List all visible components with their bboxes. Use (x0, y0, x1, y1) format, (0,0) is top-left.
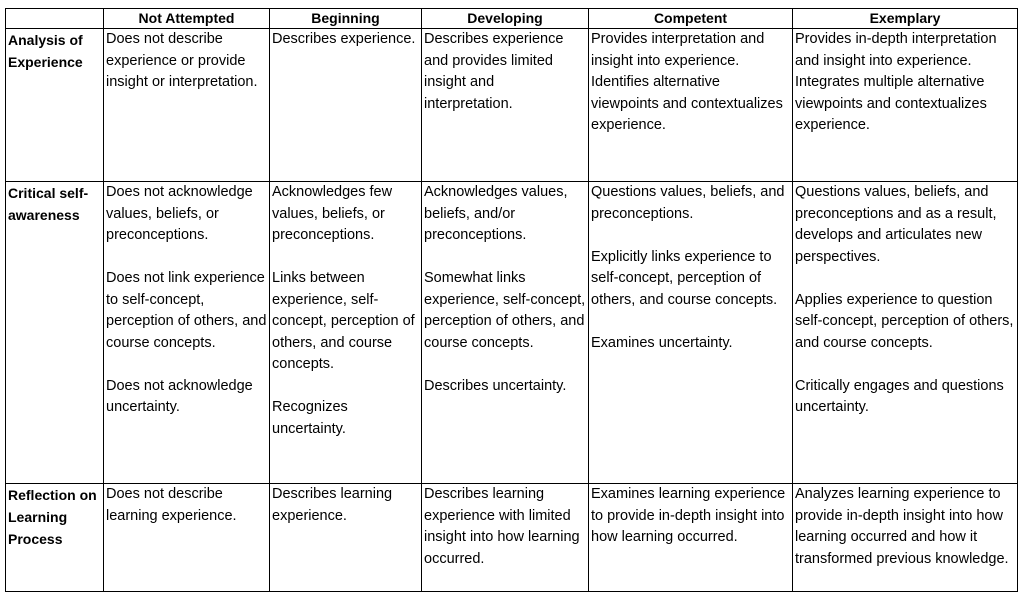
cell-text: Provides in-depth interpretation and insight into experience. Integrates multiple alternative viewpoints and contextualizes experience. (795, 31, 997, 133)
cell-text: Explicitly links experience to self-concept, perception of others, and course concepts. (591, 248, 778, 308)
cell-text: Describes experience and provides limited insight and interpretation. (424, 31, 564, 112)
row-critical-self-awareness (6, 182, 1018, 484)
criterion-label: Critical self-awareness (6, 182, 104, 484)
rubric-table (5, 8, 1018, 592)
cell-beginning (270, 484, 422, 592)
cell-text: Recognizes uncertainty. (272, 399, 348, 437)
cell-competent (589, 29, 793, 182)
cell-text: Does not acknowledge values, beliefs, or preconceptions. (106, 184, 253, 243)
cell-developing (422, 29, 589, 182)
cell-text: Analyzes learning experience to provide in-depth insight into how learning occurred and how it transformed previous knowledge. (795, 486, 1009, 567)
cell-text: Critically engages and questions uncertainty. (795, 377, 1004, 415)
cell-text: Somewhat links experience, self-concept, perception of others, and course concepts. (424, 270, 586, 351)
cell-exemplary (793, 182, 1018, 484)
cell-developing (422, 484, 589, 592)
cell-exemplary (793, 484, 1018, 592)
cell-text: Provides interpretation and insight into experience. Identifies alternative viewpoints and contextualizes experience. (591, 31, 783, 133)
cell-beginning (270, 182, 422, 484)
cell-competent (589, 182, 793, 484)
cell-text: Does not acknowledge uncertainty. (106, 377, 253, 415)
header-developing: Developing (422, 9, 589, 29)
cell-text: Does not describe experience or provide insight or interpretation. (106, 31, 258, 90)
cell-not-attempted (104, 29, 270, 182)
header-exemplary: Exemplary (793, 9, 1018, 29)
cell-text: Acknowledges values, beliefs, and/or preconceptions. (424, 184, 568, 243)
criterion-label: Reflection on Learning Process (6, 484, 104, 592)
cell-exemplary (793, 29, 1018, 182)
header-competent: Competent (589, 9, 793, 29)
row-reflection-on-learning-process (6, 484, 1018, 592)
header-row (6, 9, 1018, 29)
header-not-attempted: Not Attempted (104, 9, 270, 29)
cell-text: Describes learning experience with limited insight into how learning occurred. (424, 486, 580, 567)
cell-text: Examines learning experience to provide in-depth insight into how learning occurred. (591, 486, 786, 545)
cell-competent (589, 484, 793, 592)
cell-text: Describes learning experience. (272, 486, 393, 524)
cell-text: Describes uncertainty. (424, 377, 567, 394)
criterion-label: Analysis of Experience (6, 29, 104, 182)
header-beginning: Beginning (270, 9, 422, 29)
header-corner (6, 9, 104, 29)
cell-text: Applies experience to question self-concept, perception of others, and course concepts. (795, 291, 1014, 351)
cell-text: Describes experience. (272, 31, 416, 47)
cell-not-attempted (104, 484, 270, 592)
cell-text: Does not link experience to self-concept, perception of others, and course concepts. (106, 270, 267, 351)
cell-text: Does not describe learning experience. (106, 486, 237, 524)
cell-text: Acknowledges few values, beliefs, or preconceptions. (272, 184, 393, 243)
cell-developing (422, 182, 589, 484)
cell-not-attempted (104, 182, 270, 484)
row-analysis-of-experience (6, 29, 1018, 182)
cell-text: Questions values, beliefs, and preconceptions. (591, 184, 785, 222)
cell-beginning (270, 29, 422, 182)
cell-text: Examines uncertainty. (591, 334, 733, 351)
cell-text: Questions values, beliefs, and preconceptions and as a result, develops and articulates new perspectives. (795, 184, 997, 265)
cell-text: Links between experience, self-concept, perception of others, and course concepts. (272, 270, 415, 372)
